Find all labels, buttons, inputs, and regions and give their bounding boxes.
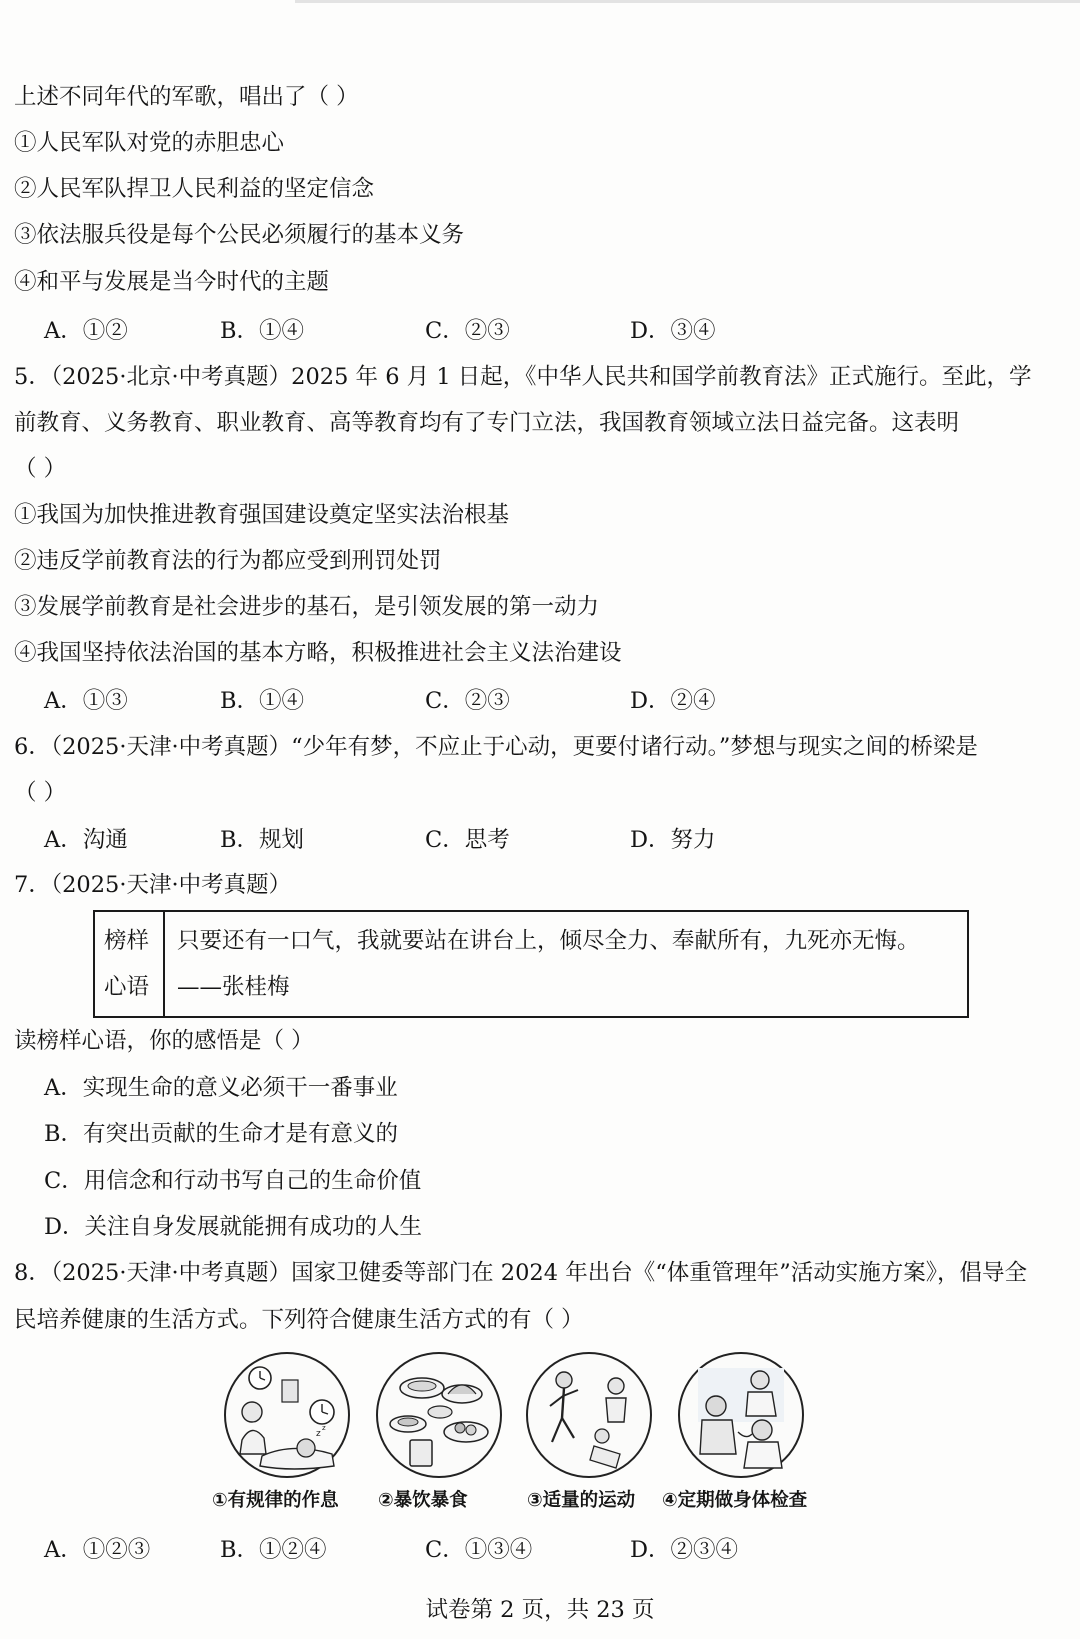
q4-item-4: ④和平与发展是当今时代的主题 [14,269,330,295]
q5-stem-line-3: （ ） [14,456,67,482]
q7-option-d[interactable]: D．关注自身发展就能拥有成功的人生 [44,1214,423,1240]
quote-author: ——张桂梅 [177,974,290,1000]
q8-option-a[interactable]: A．①②③ [44,1537,151,1563]
image-label-1: ①有规律的作息 [212,1490,339,1511]
q6-option-b[interactable]: B．规划 [220,827,305,853]
q8-option-d[interactable]: D．②③④ [630,1537,739,1563]
svg-text:z: z [322,1424,326,1432]
q6-option-c[interactable]: C．思考 [425,827,510,853]
q4-option-b[interactable]: B．①④ [220,318,305,344]
q5-option-c[interactable]: C．②③ [425,688,510,714]
q4-option-a[interactable]: A．①② [44,318,128,344]
q5-option-d[interactable]: D．②④ [630,688,716,714]
quote-box-label-line-2: 心语 [104,974,150,1000]
q7-question: 读榜样心语，你的感悟是（ ） [14,1028,314,1054]
q5-item-4: ④我国坚持依法治国的基本方略，积极推进社会主义法治建设 [14,640,622,666]
q4-item-1: ①人民军队对党的赤胆忠心 [14,130,285,156]
q4-item-2: ②人民军队捍卫人民利益的坚定信念 [14,176,375,202]
svg-text:z: z [316,1429,321,1439]
q6-option-a[interactable]: A．沟通 [44,827,128,853]
q5-option-b[interactable]: B．①④ [220,688,305,714]
q8-option-b[interactable]: B．①②④ [220,1537,327,1563]
q4-stem: 上述不同年代的军歌，唱出了（ ） [14,84,359,110]
role-model-quote-box [93,910,969,1018]
q6-stem-line-1: 6．（2025·天津·中考真题）“少年有梦，不应止于心动，更要付诸行动。”梦想与现实之间的桥梁是 [14,734,978,760]
q5-item-2: ②违反学前教育法的行为都应受到刑罚处罚 [14,548,442,574]
quote-box-divider [163,912,165,1016]
quote-text: 只要还有一口气，我就要站在讲台上，倾尽全力、奉献所有，九死亦无悔。 [177,928,920,954]
quote-box-label-line-1: 榜样 [104,928,150,954]
q5-stem-line-1: 5．（2025·北京·中考真题）2025 年 6 月 1 日起，《中华人民共和国学前教育法》正式施行。至此，学 [14,364,1032,390]
q7-option-c[interactable]: C．用信念和行动书写自己的生命价值 [44,1168,422,1194]
page-footer: 试卷第 2 页，共 23 页 [425,1597,655,1623]
overeating-illustration [374,1350,504,1480]
q7-stem: 7．（2025·天津·中考真题） [14,872,292,898]
q4-item-3: ③依法服兵役是每个公民必须履行的基本义务 [14,222,465,248]
q5-stem-line-2: 前教育、义务教育、职业教育、高等教育均有了专门立法，我国教育领域立法日益完备。这表明 [14,410,960,436]
q8-stem-line-2: 民培养健康的生活方式。下列符合健康生活方式的有（ ） [14,1307,584,1333]
image-label-2: ②暴饮暴食 [378,1490,468,1511]
q6-stem-line-2: （ ） [14,780,67,806]
image-label-4: ④定期做身体检查 [662,1490,808,1511]
q6-option-d[interactable]: D．努力 [630,827,716,853]
q5-item-1: ①我国为加快推进教育强国建设奠定坚实法治根基 [14,502,510,528]
checkup-illustration [676,1350,806,1480]
q7-option-a[interactable]: A．实现生命的意义必须干一番事业 [44,1075,398,1101]
scan-edge [295,0,1080,3]
q4-option-c[interactable]: C．②③ [425,318,510,344]
q8-stem-line-1: 8．（2025·天津·中考真题）国家卫健委等部门在 2024 年出台《“体重管理年”活动实施方案》，倡导全 [14,1260,1027,1286]
routine-illustration [222,1350,352,1480]
q5-item-3: ③发展学前教育是社会进步的基石，是引领发展的第一动力 [14,594,600,620]
q7-option-b[interactable]: B．有突出贡献的生命才是有意义的 [44,1121,399,1147]
q5-option-a[interactable]: A．①③ [44,688,128,714]
q8-option-c[interactable]: C．①③④ [425,1537,533,1563]
image-label-3: ③适量的运动 [527,1490,636,1511]
exercise-illustration [524,1350,654,1480]
q4-option-d[interactable]: D．③④ [630,318,716,344]
